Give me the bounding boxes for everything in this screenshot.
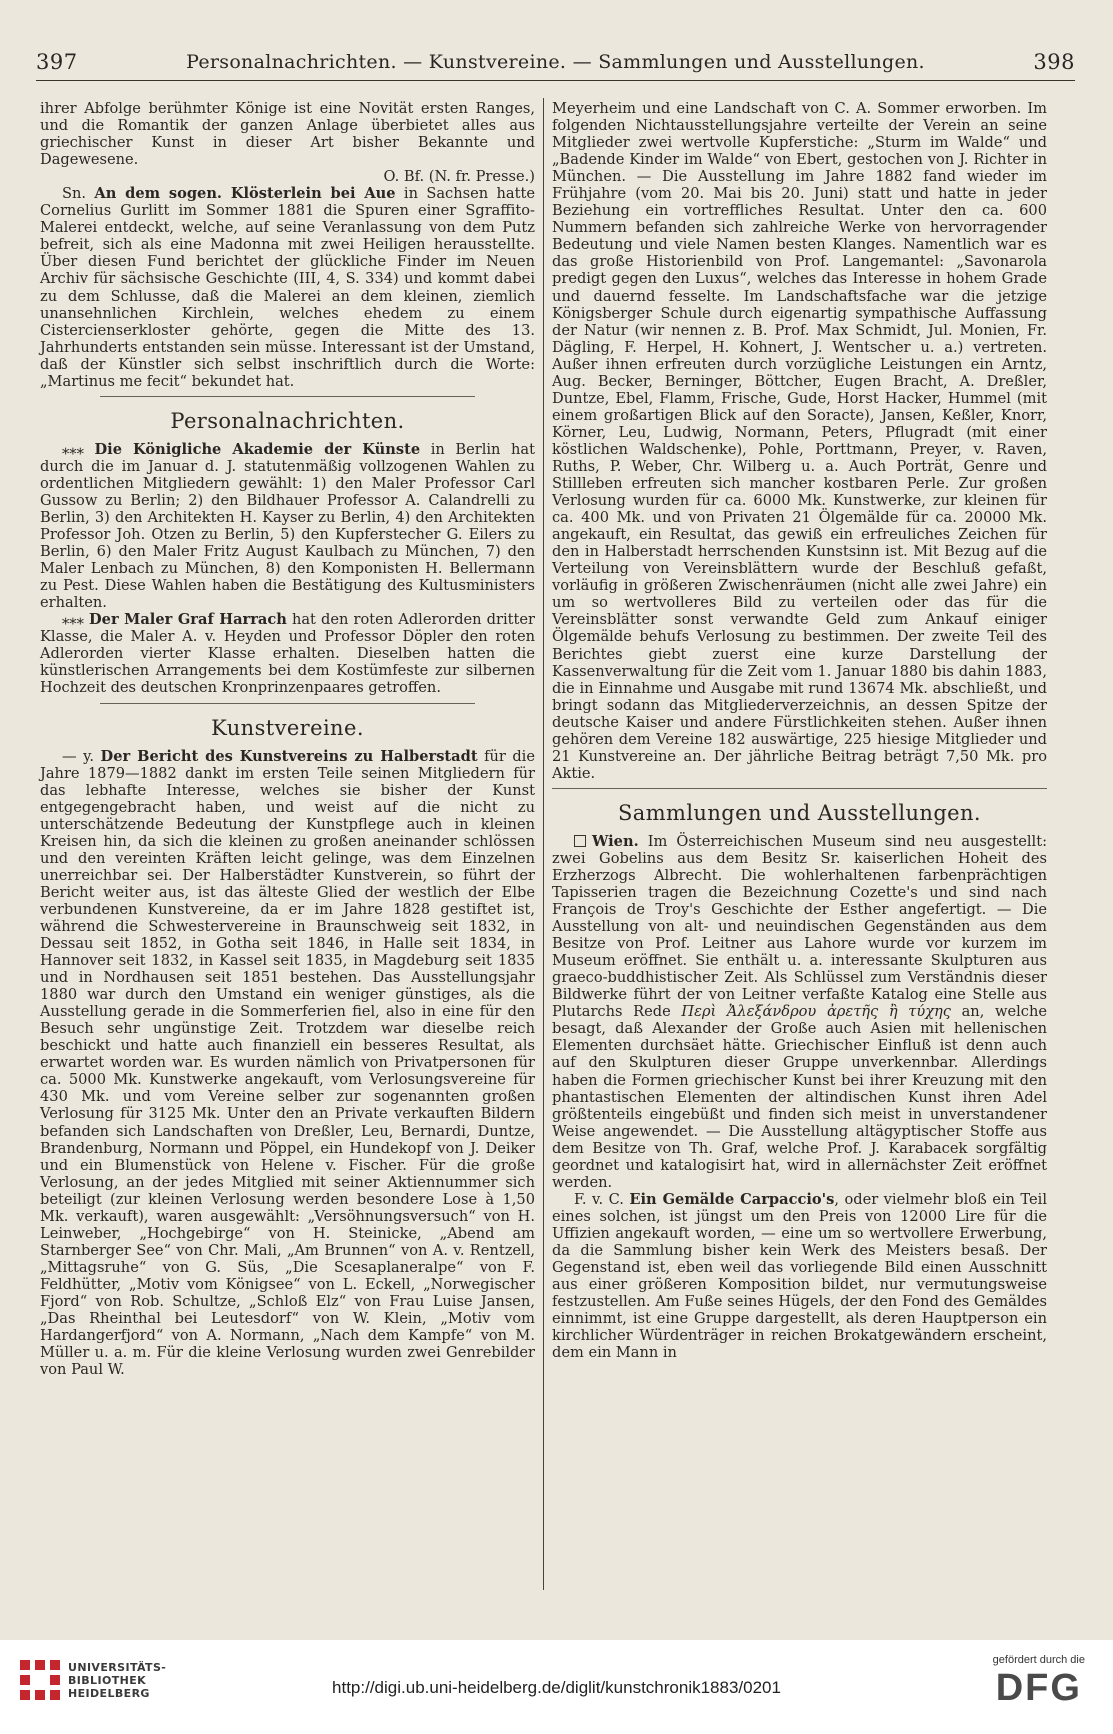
permalink-url[interactable]: http://digi.ub.uni-heidelberg.de/diglit/kunstchronik1883/0201 [332,1678,781,1697]
article-body: in Sachsen hatte Cornelius Gurlitt im Sommer 1881 die Spuren einer Sgraffito-Malerei entdeckt, welche, auf seine Veranlassung von dem Putz befreit, sich als eine Madonna mit zwei Heiligen herausstellte. Über diesen Fund berichtet der glückliche Finder im Neuen Archiv für sächsische Geschichte (III, 4, S. 334) und kommt dabei zu dem Schlusse, daß die Malerei an dem kleinen, ziemlich unansehnlichen Kirchlein, welches ehedem zu einem Cistercienserkloster gehörte, gegen die Mitte des 13. Jahrhunderts entstanden sein müsse. Interessant ist der Umstand, daß der Künstler sich selbst inschriftlich durch die Worte: „Martinus me fecit“ bekundet hat. [40,185,535,390]
article-head: An dem sogen. Klösterlein bei Aue [94,185,396,203]
dfg-wordmark: DFG [995,1667,1082,1709]
paragraph [40,441,535,611]
running-title: Personalnachrichten. — Kunstvereine. — Sammlungen und Ausstellungen. [186,51,925,73]
author-mark: — y. [62,747,101,765]
paragraph [40,748,535,1379]
running-header [36,44,1075,81]
square-bullet-icon [574,835,586,847]
column-divider [543,98,544,1590]
source-citation: O. Bf. (N. fr. Presse.) [383,168,535,186]
paragraph: Meyerheim und eine Landschaft von C. A. Sommer erworben. Im folgenden Nichtausstellungsjahre verteilte der Verein an seine Mitglieder zwei wertvolle Kupferstiche: „Sturm im Walde“ und „Badende Kinder im Walde“ von Ebert, gestochen von J. Richter in München. — Die Ausstellung im Jahre 1882 fand wieder im Frühjahre (vom 20. Mai bis 20. Juni) statt und hatte in jeder Beziehung ein vortreffliches Resultat. Unter den ca. 600 Nummern befanden sich zahlreiche Werke von hervorragender Bedeutung und viele Namen besten Klanges. Namentlich war es das große Historienbild von Prof. Langemantel: „Savonarola predigt gegen den Luxus“, welches das Interesse in hohem Grade und dauernd fesselte. Im Landschaftsfache war die jetzige Königsberger Schule durch eigenartig sympathische Auffassung der Natur (wir nennen z. B. Prof. Max Schmidt, Jul. Monien, Fr. Dägling, F. Herpel, H. Kohnert, J. Wentscher u. a.) vertreten. Außer ihnen erfreuten durch vorzügliche Leistungen ein Arntz, Aug. Becker, Berninger, Böttcher, Eugen Bracht, A. Dreßler, Duntze, Ebel, Flamm, Frische, Gude, Horst Hacker, Hummel (mit einem großartigen Blick auf den Soracte), Jansen, Keßler, Knorr, Körner, Leu, Ludwig, Normann, Peters, Pflugradt (mit einer köstlichen Waldschenke), Pohle, Porttmann, Preyer, v. Raven, Ruths, P. Weber, Chr. Wilberg u. a. Auch Porträt, Genre und Stillleben erfreuten sich mancher kostbaren Perle. Zur großen Verlosung wurden für ca. 6000 Mk. Kunstwerke, zur kleinen für ca. 400 Mk. und von Privaten 21 Ölgemälde für ca. 20000 Mk. angekauft, ein Resultat, das gewiß ein erfreuliches Zeichen für den in Halberstadt herrschenden Kunstsinn ist. Mit Bezug auf die Verteilung von Vereinsblättern wurde der Beschluß gefaßt, vorläufig in größeren Zwischenräumen (nicht alle zwei Jahre) ein um so wertvolleres Bild zu verteilen oder das für die Vereinsblätter sonst verwandte Geld zum Ankauf einiger Ölgemälde behufs Verlosung zu bestimmen. Der zweite Teil des Berichtes giebt zuerst eine kurze Darstellung der Kassenverwaltung für die Zeit vom 1. Januar 1880 bis dahin 1883, die in Einnahme und Ausgabe mit rund 13674 Mk. abschließt, und bringt sodann das Mitgliederverzeichnis, an dessen Spitze der deutsche Kaiser und andere Fürstlichkeiten stehen. Außer ihnen gehören dem Vereine 182 auswärtige, 225 hiesige Mitglieder und 21 Kunstvereine an. Der jährliche Beitrag beträgt 7,50 Mk. pro Aktie. [552,100,1047,782]
article-body: an, welche besagt, daß Alexander der Große auch Asien mit hellenischen Elementen durchsäet hätte. Griechischer Einfluß ist denn auch auf den Skulpturen dieser Gruppe unverkennbar. Allerdings haben die Formen griechischer Kunst bei ihrer Kreuzung mit den phantastischen Elementen der altindischen Kunst ihren Adel größtenteils eingebüßt und finden sich meist in unverstandener Weise angewendet. — Die Ausstellung altägyptischer Stoffe aus dem Besitze von Th. Graf, welche Prof. J. Karabacek sorgfältig geordnet und katalogisirt hat, wird in allernächster Zeit eröffnet werden. [552,1003,1047,1191]
article-head: Die Königliche Akademie der Künste [94,440,421,458]
greek-title: Περὶ Ἀλεξάνδρου ἀρετῆς ἢ τύχης [681,1003,951,1021]
section-heading: Personalnachrichten. [170,408,405,433]
article-body: hat den roten Adlerorden dritter Klasse, die Maler A. v. Heyden und Professor Döpler den roten Adlerorden vierter Klasse erhalten. Dieselben hatten die künstlerischen Arrangements bei dem Kostümfeste zur silbernen Hochzeit des deutschen Kronprinzenpaares getroffen. [40,611,536,697]
article-head: Der Bericht des Kunstvereins zu Halberstadt [100,747,478,765]
paragraph [40,185,535,390]
article-head: Ein Gemälde Carpaccio's [629,1190,835,1208]
article-body: für die Jahre 1879—1882 dankt im ersten Teile seinen Mitgliedern für das lebhafte Interesse, welches sie bisher der Kunst entgegengebracht haben, und weist auf die nicht zu unterschätzende Bedeutung der Kunstpflege auch in kleinen Kreisen hin, da sich die kleinen zu großen aneinander schlössen und den vereinten Kräften leicht gelinge, was dem Einzelnen unerreichbar sei. Der Halberstädter Kunstverein, so führt der Bericht weiter aus, ist das älteste Glied der westlich der Elbe verbundenen Kunstvereine, da er im Jahre 1828 gestiftet ist, während die Schwestervereine in Braunschweig seit 1832, in Dessau seit 1852, in Gotha seit 1846, in Halle seit 1834, in Hannover seit 1832, in Kassel seit 1835, in Magdeburg seit 1835 und in Nordhausen seit 1851 bestehen. Das Ausstellungsjahr 1880 war durch den Umstand ein weniger günstiges, als die Ausstellung gerade in die Sommerferien fiel, also in eine für den Besuch sehr ungünstige Zeit. Trotzdem war dieselbe reich beschickt und hatte auch finanziell ein besseres Resultat, als erwartet worden war. Es wurden nämlich von Privatpersonen für ca. 5000 Mk. Kunstwerke angekauft, vom Verlosungsvereine für 430 Mk. und vom Vereine selber zur sogenannten großen Verlosung für 3125 Mk. Unter den an Private verkauften Bildern befanden sich Landschaften von Dreßler, Leu, Bernardi, Duntze, Brandenburg, Normann und Pöppel, ein Hundekopf von J. Deiker und ein Blumenstück von Helene v. Fischer. Für die große Verlosung, an der jedes Mitglied mit seiner Aktiennummer sich beteiligt (zur kleinen Verlosung werden besondere Lose à 1,50 Mk. verkauft), waren ausgewählt: „Versöhnungsversuch“ von H. Leinweber, „Hochgebirge“ von H. Steinicke, „Abend am Starnberger See“ von Chr. Mali, „Am Brunnen“ von A. v. Rentzell, „Mittagsruhe“ von G. Süs, „Die Scesaplaneralpe“ von F. Feldhütter, „Motiv vom Königsee“ von L. Eckell, „Norwegischer Fjord“ von Rob. Schultze, „Schloß Elz“ von Frau Luise Jansen, „Das Rheinthal bei Leutesdorf“ von W. Klein, „Motiv vom Hardangerfjord“ von A. Normann, „Nach dem Kampfe“ von M. Müller u. a. m. Für die kleine Verlosung wurden zwei Genrebilder von Paul W. [40,747,535,1379]
author-mark: Sn. [62,185,95,203]
paragraph [552,833,1047,1191]
right-column [552,100,1047,1361]
left-column [40,100,535,1378]
article-body: , oder vielmehr bloß ein Teil eines solchen, ist jüngst um den Preis von 12000 Lire für die Uffizien angekauft worden, — eine um so wertvollere Erwerbung, da die Sammlung bisher kein Werk des Meisters besaß. Der Gegenstand ist, eben weil das vorliegende Bild einen Ausschnitt aus einer größeren Komposition bildet, nur vermutungsweise festzustellen. Am Fuße seines Hügels, der den Fond des Gemäldes einnimmt, ist eine Gruppe dargestellt, als deren Hauptperson ein kirchlicher Würdenträger in reichen Brokatgewändern erscheint, dem ein Mann in [552,1190,1048,1362]
funded-by-text: gefördert durch die [992,1654,1085,1666]
article-body: Im Österreichischen Museum sind neu ausgestellt: zwei Gobelins aus dem Besitz Sr. kaiserlichen Hoheit des Erzherzogs Albrecht. Die wohlerhaltenen farbenprächtigen Tapisserien tragen die Bezeichnung Cozette's und sind nach François de Troy's Geschichte der Esther angefertigt. — Die Ausstellung von alt- und neuindischen Gegenständen aus dem Besitze von Prof. Leitner aus Lahore wurde vor kurzem im Museum eröffnet. Sie enthält u. a. interessante Skulpturen aus graeco-buddhistischer Zeit. Als Schlüssel zum Verständnis dieser Bildwerke führt der von Leitner verfaßte Katalog eine Stelle aus Plutarchs Rede [552,832,1047,1021]
author-mark: F. v. C. [574,1190,630,1208]
section-heading: Sammlungen und Ausstellungen. [617,800,981,825]
page-number-left: 397 [36,50,78,74]
dfg-logo[interactable] [993,1654,1085,1708]
paragraph [40,611,535,696]
divider [100,396,475,397]
library-name-line: UNIVERSITÄTS- [68,1660,167,1674]
divider [100,703,475,704]
section-heading: Kunstvereine. [211,715,364,740]
paragraph [552,1191,1047,1361]
library-name-line: HEIDELBERG [68,1686,150,1700]
article-body: in Berlin hat durch die im Januar d. J. statutenmäßig vollzogenen Wahlen zu ordentlichen Mitgliedern gewählt: 1) den Maler Professor Carl Gussow zu Berlin; 2) den Bildhauer Professor A. Calandrelli zu Berlin, 3) den Architekten H. Kayser zu Berlin, 4) den Architekten Professor Joh. Otzen zu Berlin, 5) den Kupferstecher G. Eilers zu Berlin, 6) den Maler Fritz August Kaulbach zu München, 7) den Maler Lenbach zu München, 8) den Komponisten H. Bellermann zu Pest. Diese Wahlen haben die Bestätigung des Kultusministers erhalten. [40,440,535,612]
paragraph: ihrer Abfolge berühmter Könige ist eine Novität ersten Ranges, und die Romantik der ganzen Anlage überbietet alles aus griechischer Kunst in dieser Art bisher Bekannte und Dagewesene. [40,100,535,169]
library-name-line: BIBLIOTHEK [68,1673,147,1687]
asterism: ⁎⁎⁎ [62,440,95,458]
divider [552,788,1047,789]
digitization-footer [0,1640,1113,1734]
article-head: Wien. [592,832,639,850]
article-head: Der Maler Graf Harrach [89,611,287,629]
page-number-right: 398 [1033,50,1075,74]
asterism: ⁎⁎⁎ [62,611,89,629]
